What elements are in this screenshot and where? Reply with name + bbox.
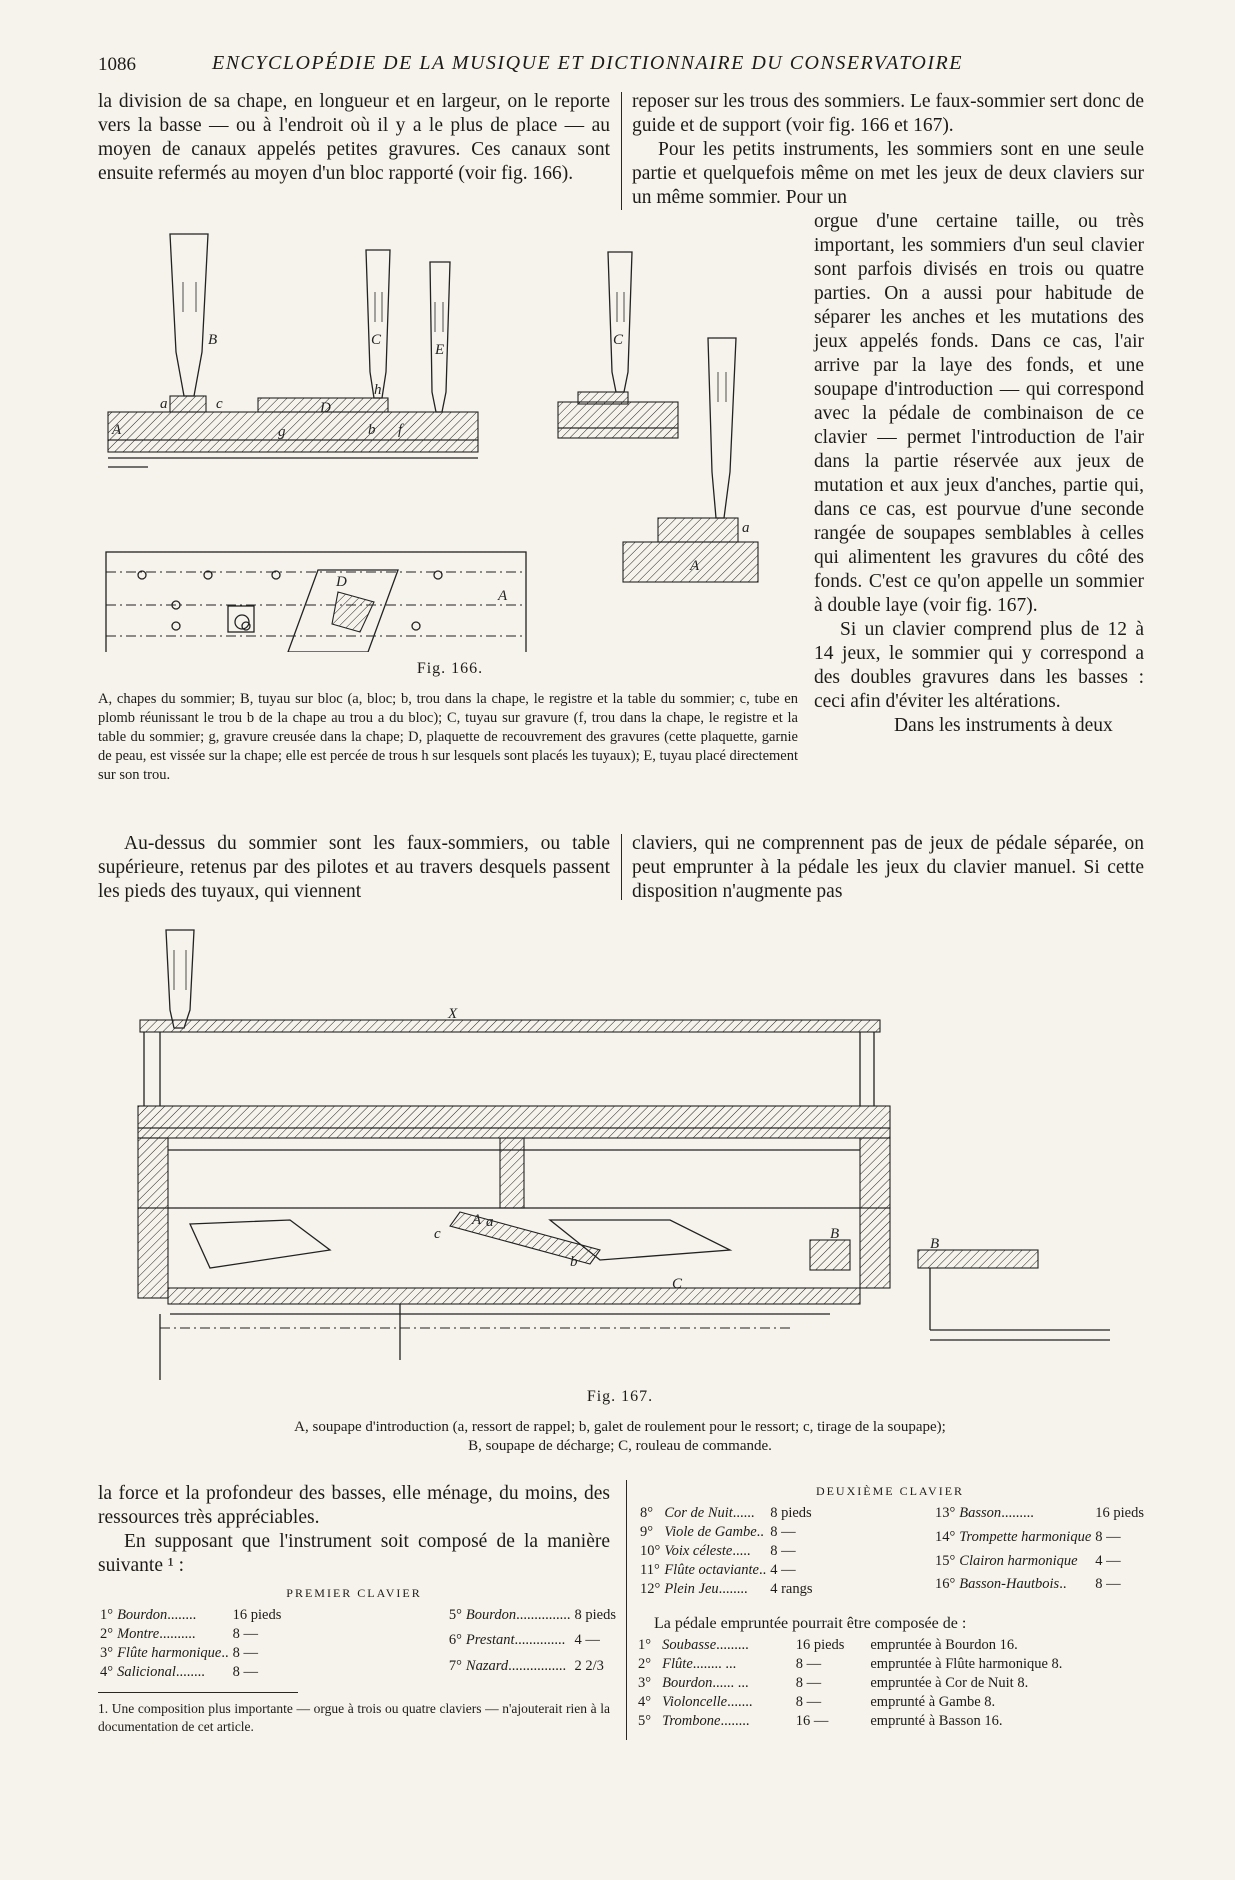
fig166-label: D <box>320 400 331 416</box>
fig166-label: C <box>613 332 624 348</box>
paragraph: Dans les instruments à deux <box>894 715 1113 736</box>
leader-dots: ........ <box>167 1607 197 1623</box>
stop-size: 4 — <box>770 1562 796 1578</box>
stop-size: 8 — <box>770 1543 796 1559</box>
stop-row <box>636 1712 1146 1731</box>
stop-size: 8 — <box>1095 1576 1121 1593</box>
stop-row <box>638 1542 814 1561</box>
leader-dots: ...... ... <box>712 1675 749 1691</box>
fig166-plan-view <box>106 552 526 652</box>
stop-name: Trombone........ <box>662 1713 750 1729</box>
stop-name: Basson......... <box>959 1505 1034 1521</box>
stop-row <box>638 1561 814 1580</box>
stop-source: emprunté à Gambe 8. <box>870 1694 996 1710</box>
stop-table-left <box>98 1606 283 1682</box>
stop-number: 4° <box>100 1664 114 1680</box>
stop-size: 16 pieds <box>795 1637 845 1653</box>
stop-size: 8 — <box>795 1675 822 1691</box>
stop-row <box>933 1575 1146 1599</box>
stop-name: Prestant.............. <box>465 1632 566 1649</box>
stop-size: 8 — <box>1095 1528 1121 1545</box>
fig167-label: b <box>570 1254 578 1270</box>
fig167-label: B <box>930 1236 940 1252</box>
leader-dots: .. <box>756 1524 764 1540</box>
stop-number: 4° <box>638 1694 652 1710</box>
stop-name: Bourdon........ <box>117 1607 197 1623</box>
stop-source: emprunté à Basson 16. <box>870 1713 1003 1729</box>
stop-name: Trompette harmonique <box>959 1528 1092 1545</box>
stop-number: 13° <box>934 1505 956 1521</box>
fig167-label: B <box>830 1226 840 1242</box>
stop-size: 8 — <box>770 1524 796 1540</box>
stop-number: 9° <box>640 1524 654 1540</box>
leader-dots: ...... <box>732 1505 755 1521</box>
fig166-label: b <box>368 422 376 438</box>
paragraph: la force et la profondeur des basses, elle ménage, du moins, des ressources très appréciables. <box>98 1483 610 1528</box>
stop-table-left <box>638 1504 814 1599</box>
paragraph: Au-dessus du sommier sont les faux-sommiers, ou table supérieure, retenus par des pilotes et au travers desquels passent les pieds des tuyaux, qui viennent <box>98 833 610 902</box>
column-divider <box>621 92 622 210</box>
stop-size: 4 — <box>1095 1552 1121 1569</box>
stop-name: Flûte........ ... <box>662 1656 737 1672</box>
fig166-section-right <box>623 338 758 582</box>
fig166-label: f <box>398 422 403 438</box>
paragraph: orgue d'une certaine taille, ou très important, les sommiers d'un seul clavier sont parfois divisés en trois ou quatre parties. On a aussi pour habitude de séparer les anches et les mutations des jeux appelés fonds. Dans ce cas, l'air arrive par la laye des fonds, et une soupape d'introduction — qui correspond avec la pédale de combinaison de ce clavier — permet l'introduction de l'air dans la partie réservée aux jeux de mutation et aux jeux d'anches, partie qui, dans ce cas, est pourvue d'une seconde rangée de soupapes semblables à celles qui alimentent les gravures du côté des fonds. C'est ce qu'on appelle un sommier à double laye (voir fig. 167). <box>814 211 1144 616</box>
stop-source: empruntée à Bourdon 16. <box>870 1637 1018 1653</box>
stop-size: 8 — <box>232 1645 258 1661</box>
fig166-label: g <box>278 424 286 440</box>
fig166-label: h <box>374 382 382 398</box>
figure-166-caption: Fig. 166. <box>416 660 484 677</box>
figure-166-legend: A, chapes du sommier; B, tuyau sur bloc (a, bloc; b, trou dans la chape, le registre et la table du sommier; c, tube en plomb réunissant le trou b de la chape au trou a du bloc); C, tuyau sur gravure (f, trou dans la chape, le registre et la table du sommier; g, gravure creusée dans la chape; D, plaquette de recouvrement des gravures (cette plaquette, garnie de peau, est vissée sur la chape; elle est percée de trous h sur lesquels sont placés les tuyaux); E, tuyau placé directement sur son trou. <box>98 691 798 783</box>
stop-row <box>638 1580 814 1599</box>
stop-size: 8 — <box>795 1656 822 1672</box>
leader-dots: .. <box>758 1562 767 1578</box>
stop-name: Basson-Hautbois.. <box>959 1576 1067 1593</box>
stop-number: 12° <box>640 1581 661 1597</box>
top-left-text-block <box>98 90 610 186</box>
paragraph: Pour les petits instruments, les sommiers sont en une seule partie et quelquefois même on met les jeux de deux claviers sur un même sommier. Pour un <box>632 139 1144 208</box>
stop-number: 1° <box>100 1607 114 1623</box>
stop-number: 2° <box>100 1626 114 1642</box>
paragraph: Si un clavier comprend plus de 12 à 14 jeux, le sommier qui y correspond a des doubles gravures dans les basses : ceci afin d'éviter les altérations. <box>814 619 1144 712</box>
fig166-label: C <box>371 332 382 348</box>
stop-row <box>638 1523 814 1542</box>
stop-name: Plein Jeu........ <box>664 1581 748 1597</box>
fig166-label: A <box>690 558 700 574</box>
leader-dots: .. <box>1059 1576 1067 1593</box>
stop-row <box>933 1552 1146 1576</box>
fig167-label: c <box>434 1226 441 1242</box>
stop-name: Salicional........ <box>117 1664 205 1680</box>
leader-dots: .. <box>221 1645 229 1661</box>
fig166-section-middle <box>558 252 678 438</box>
stop-size: 8 — <box>232 1664 258 1680</box>
mid-left-text-block <box>98 832 610 904</box>
stop-name: Voix céleste..... <box>664 1543 751 1559</box>
stop-name: Viole de Gambe.. <box>664 1524 764 1540</box>
leader-dots: .......... <box>159 1626 196 1642</box>
stop-row <box>933 1504 1146 1528</box>
stop-number: 14° <box>934 1528 956 1545</box>
stop-number: 16° <box>934 1576 956 1593</box>
leader-dots: ..... <box>732 1543 751 1559</box>
right-narrow-text-block <box>814 210 1144 738</box>
stop-row <box>636 1693 1146 1712</box>
stop-source: empruntée à Cor de Nuit 8. <box>870 1675 1029 1691</box>
stop-name: Nazard................ <box>465 1657 567 1674</box>
fig167-label: A <box>472 1212 482 1228</box>
leader-dots: ........ <box>175 1664 205 1680</box>
fig166-label: A <box>112 422 122 438</box>
stop-row <box>98 1625 283 1644</box>
stop-number: 5° <box>638 1713 652 1729</box>
stop-size: 8 — <box>232 1626 258 1642</box>
stop-row <box>447 1606 618 1631</box>
fig166-label: E <box>435 342 445 358</box>
stop-number: 2° <box>638 1656 652 1672</box>
stop-number: 11° <box>640 1562 660 1578</box>
top-right-text-block <box>632 90 1144 210</box>
paragraph: En supposant que l'instrument soit composé de la manière suivante ¹ : <box>98 1531 610 1576</box>
stop-name: Violoncelle....... <box>662 1694 753 1710</box>
stop-number: 6° <box>448 1632 462 1649</box>
leader-dots: ....... <box>727 1694 753 1710</box>
paragraph: la division de sa chape, en longueur et en largeur, on le reporte vers la basse — ou à l'endroit où il y a le plus de place — au moyen de canaux appelés petites gravures. Ces canaux sont ensuite refermés au moyen d'un bloc rapporté (voir fig. 166). <box>98 91 610 184</box>
stop-number: 3° <box>638 1675 652 1691</box>
footnote: 1. Une composition plus importante — orgue à trois ou quatre claviers — n'ajouterait rien à la documentation de cet article. <box>98 1701 610 1734</box>
stop-number: 15° <box>934 1552 956 1569</box>
leader-dots: .............. <box>514 1632 566 1649</box>
stop-size: 8 pieds <box>574 1607 616 1623</box>
leader-dots: ........ ... <box>692 1656 737 1672</box>
stop-size: 16 pieds <box>232 1607 282 1623</box>
figure-167-legend-line-1: A, soupape d'introduction (a, ressort de rappel; b, galet de roulement pour le ressort; c, tirage de la soupape); <box>294 1419 946 1435</box>
stop-size: 4 — <box>574 1632 600 1649</box>
paragraph: reposer sur les trous des sommiers. Le faux-sommier sert donc de guide et de support (voir fig. 166 et 167). <box>632 91 1144 136</box>
stop-name: Soubasse......... <box>662 1637 749 1653</box>
stop-number: 10° <box>640 1543 661 1559</box>
fig167-label: a <box>486 1214 494 1230</box>
stop-number: 1° <box>638 1637 652 1653</box>
fig167-main-section <box>138 930 890 1380</box>
fig166-label: B <box>208 332 218 348</box>
stop-row <box>636 1655 1146 1674</box>
leader-dots: ................ <box>508 1657 567 1674</box>
stop-row <box>636 1636 1146 1655</box>
fig166-label: A <box>498 588 508 604</box>
figure-166-drawing <box>98 222 798 652</box>
stop-row <box>933 1528 1146 1552</box>
fig167-label: C <box>672 1276 683 1292</box>
fig166-label: a <box>742 520 750 536</box>
mid-right-text-block <box>632 832 1144 904</box>
stop-size: 16 pieds <box>1095 1505 1144 1521</box>
stop-row <box>638 1504 814 1523</box>
premier-clavier-heading: PREMIER CLAVIER <box>286 1586 422 1600</box>
stop-name: Flûte harmonique.. <box>117 1645 229 1661</box>
stop-name: Flûte octaviante.. <box>664 1562 767 1578</box>
stop-name: Montre.......... <box>117 1626 196 1642</box>
stop-size: 8 pieds <box>770 1505 812 1521</box>
stop-size: 16 — <box>795 1713 829 1729</box>
fig166-label: a <box>160 396 168 412</box>
stop-row <box>447 1631 618 1656</box>
premier-clavier-stop-list <box>98 1606 618 1682</box>
stop-name: Cor de Nuit...... <box>664 1505 755 1521</box>
fig166-label: c <box>216 396 223 412</box>
pedale-intro: La pédale empruntée pourrait être composée de : <box>654 1615 967 1632</box>
paragraph: claviers, qui ne comprennent pas de jeux de pédale séparée, on peut emprunter à la pédale les jeux du clavier manuel. Si cette disposition n'augmente pas <box>632 833 1144 902</box>
stop-row <box>98 1606 283 1625</box>
pedale-table <box>636 1636 1146 1731</box>
figure-167-drawing <box>130 920 1110 1380</box>
column-divider <box>621 834 622 900</box>
stop-table-right <box>933 1504 1146 1599</box>
fig167-side-detail <box>918 1236 1110 1340</box>
stop-number: 8° <box>640 1505 654 1521</box>
stop-name: Bourdon...... ... <box>662 1675 749 1691</box>
page-number: 1086 <box>98 54 136 75</box>
deuxieme-clavier-stop-list <box>638 1504 1146 1599</box>
leader-dots: ......... <box>716 1637 749 1653</box>
stop-size: 2 2/3 <box>574 1657 604 1674</box>
stop-name: Clairon harmonique <box>959 1552 1078 1569</box>
stop-source: empruntée à Flûte harmonique 8. <box>870 1656 1063 1672</box>
deuxieme-clavier-heading: DEUXIÈME CLAVIER <box>815 1484 965 1498</box>
stop-name: Bourdon............... <box>465 1607 571 1623</box>
leader-dots: ............... <box>516 1607 571 1623</box>
column-divider <box>626 1480 627 1740</box>
stop-number: 3° <box>100 1645 114 1661</box>
fig166-section-left <box>108 234 478 467</box>
figure-167-legend-line-2: B, soupape de décharge; C, rouleau de commande. <box>468 1438 772 1454</box>
running-title: ENCYCLOPÉDIE DE LA MUSIQUE ET DICTIONNAIRE DU CONSERVATOIRE <box>212 52 963 74</box>
stop-number: 7° <box>448 1657 462 1674</box>
stop-size: 8 — <box>795 1694 822 1710</box>
leader-dots: ......... <box>1001 1505 1034 1521</box>
footnote-rule <box>98 1692 298 1693</box>
pedale-stop-list <box>636 1636 1146 1731</box>
fig167-label: X <box>448 1006 458 1022</box>
stop-size: 4 rangs <box>770 1581 813 1597</box>
stop-row <box>98 1644 283 1663</box>
fig166-label: D <box>336 574 347 590</box>
figure-167-caption: Fig. 167. <box>586 1388 654 1405</box>
stop-row <box>447 1657 618 1682</box>
stop-row <box>98 1663 283 1682</box>
stop-row <box>636 1674 1146 1693</box>
stop-number: 5° <box>448 1607 462 1623</box>
leader-dots: ........ <box>718 1581 748 1597</box>
bottom-left-text-block <box>98 1482 610 1578</box>
leader-dots: ........ <box>720 1713 750 1729</box>
stop-table-right <box>447 1606 618 1682</box>
